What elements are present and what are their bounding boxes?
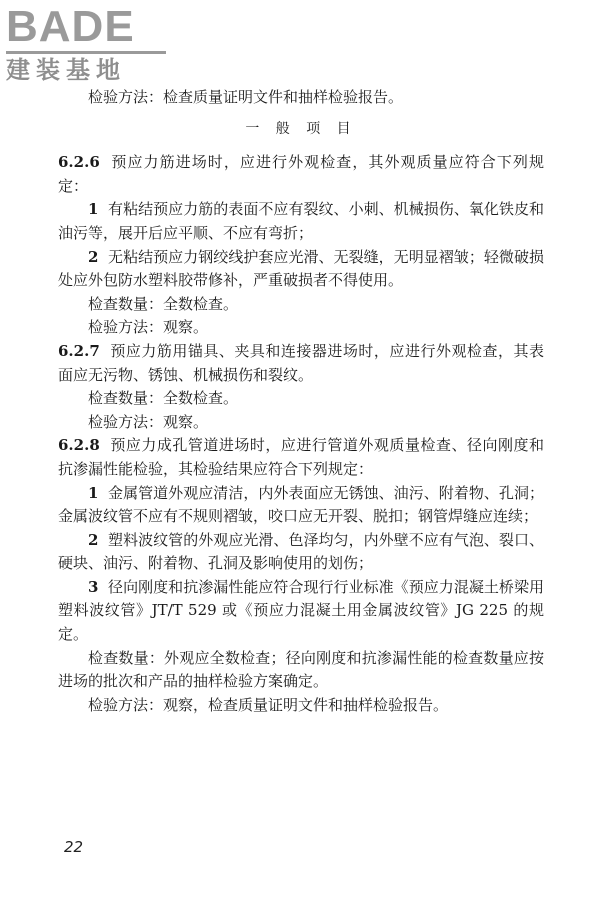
clause-6-2-8-item-3 [58, 576, 544, 647]
logo-brand: BADE [6, 2, 135, 51]
clause-number: 6.2.7 [58, 341, 100, 360]
clause-6-2-7 [58, 340, 544, 387]
inspection-method: 检验方法：观察。 [88, 318, 209, 337]
clause-6-2-8-item-2 [58, 529, 544, 576]
inspection-quantity: 检查数量：全数检查。 [88, 389, 239, 408]
clause-text: 预应力成孔管道进场时，应进行管道外观质量检查、径向刚度和抗渗漏性能检验，其检验结果应符合下列规定： [58, 436, 544, 478]
clause-text: 预应力筋进场时，应进行外观检查，其外观质量应符合下列规定： [58, 153, 544, 195]
clause-6-2-6-item-2 [58, 246, 544, 293]
clause-text: 预应力筋用锚具、夹具和连接器进场时，应进行外观检查，其表面应无污物、锈蚀、机械损伤和裂纹。 [58, 341, 544, 384]
inspection-quantity: 检查数量：外观应全数检查；径向刚度和抗渗漏性能的检查数量应按进场的批次和产品的抽样检验方案确定。 [58, 648, 544, 691]
item-number: 1 [88, 483, 99, 502]
watermark-logo [6, 4, 176, 84]
clause-6-2-6-item-1 [58, 198, 544, 245]
clause-number: 6.2.8 [58, 436, 100, 455]
item-text: 径向刚度和抗渗漏性能应符合现行行业标准《预应力混凝土桥梁用塑料波纹管》JT/T 529 或《预应力混凝土用金属波纹管》JG 225 的规定。 [58, 577, 544, 644]
inspection-method: 检验方法：观察。 [88, 412, 209, 431]
clause-number: 6.2.6 [58, 153, 100, 172]
inspection-quantity: 检查数量：全数检查。 [88, 294, 239, 313]
clause-6-2-8-item-1 [58, 482, 544, 529]
item-number: 3 [88, 577, 99, 596]
item-number: 1 [88, 200, 99, 219]
clause-6-2-8 [58, 434, 544, 481]
inspection-method: 检验方法：观察，检查质量证明文件和抽样检验报告。 [88, 695, 449, 714]
item-number: 2 [88, 247, 99, 266]
item-text: 有粘结预应力筋的表面不应有裂纹、小刺、机械损伤、氧化铁皮和油污等，展开后应平顺、不应有弯折； [58, 200, 544, 242]
page-number: 22 [64, 838, 84, 856]
inspection-method-line: 检验方法：检查质量证明文件和抽样检验报告。 [88, 88, 404, 106]
item-text: 金属管道外观应清洁，内外表面应无锈蚀、油污、附着物、孔洞；金属波纹管不应有不规则褶皱，咬口应无开裂、脱扣；钢管焊缝应连续； [58, 483, 544, 526]
section-heading: 一 般 项 目 [245, 120, 357, 137]
item-text: 无粘结预应力钢绞线护套应光滑、无裂缝，无明显褶皱；轻微破损处应外包防水塑料胶带修补，严重破损者不得使用。 [58, 247, 544, 290]
item-text: 塑料波纹管的外观应光滑、色泽均匀，内外壁不应有气泡、裂口、硬块、油污、附着物、孔洞及影响使用的划伤； [58, 530, 544, 573]
item-number: 2 [88, 530, 99, 549]
logo-subtitle: 建装基地 [6, 56, 126, 84]
logo-divider [6, 51, 166, 54]
document-body [58, 86, 544, 717]
clause-6-2-6 [58, 151, 544, 198]
